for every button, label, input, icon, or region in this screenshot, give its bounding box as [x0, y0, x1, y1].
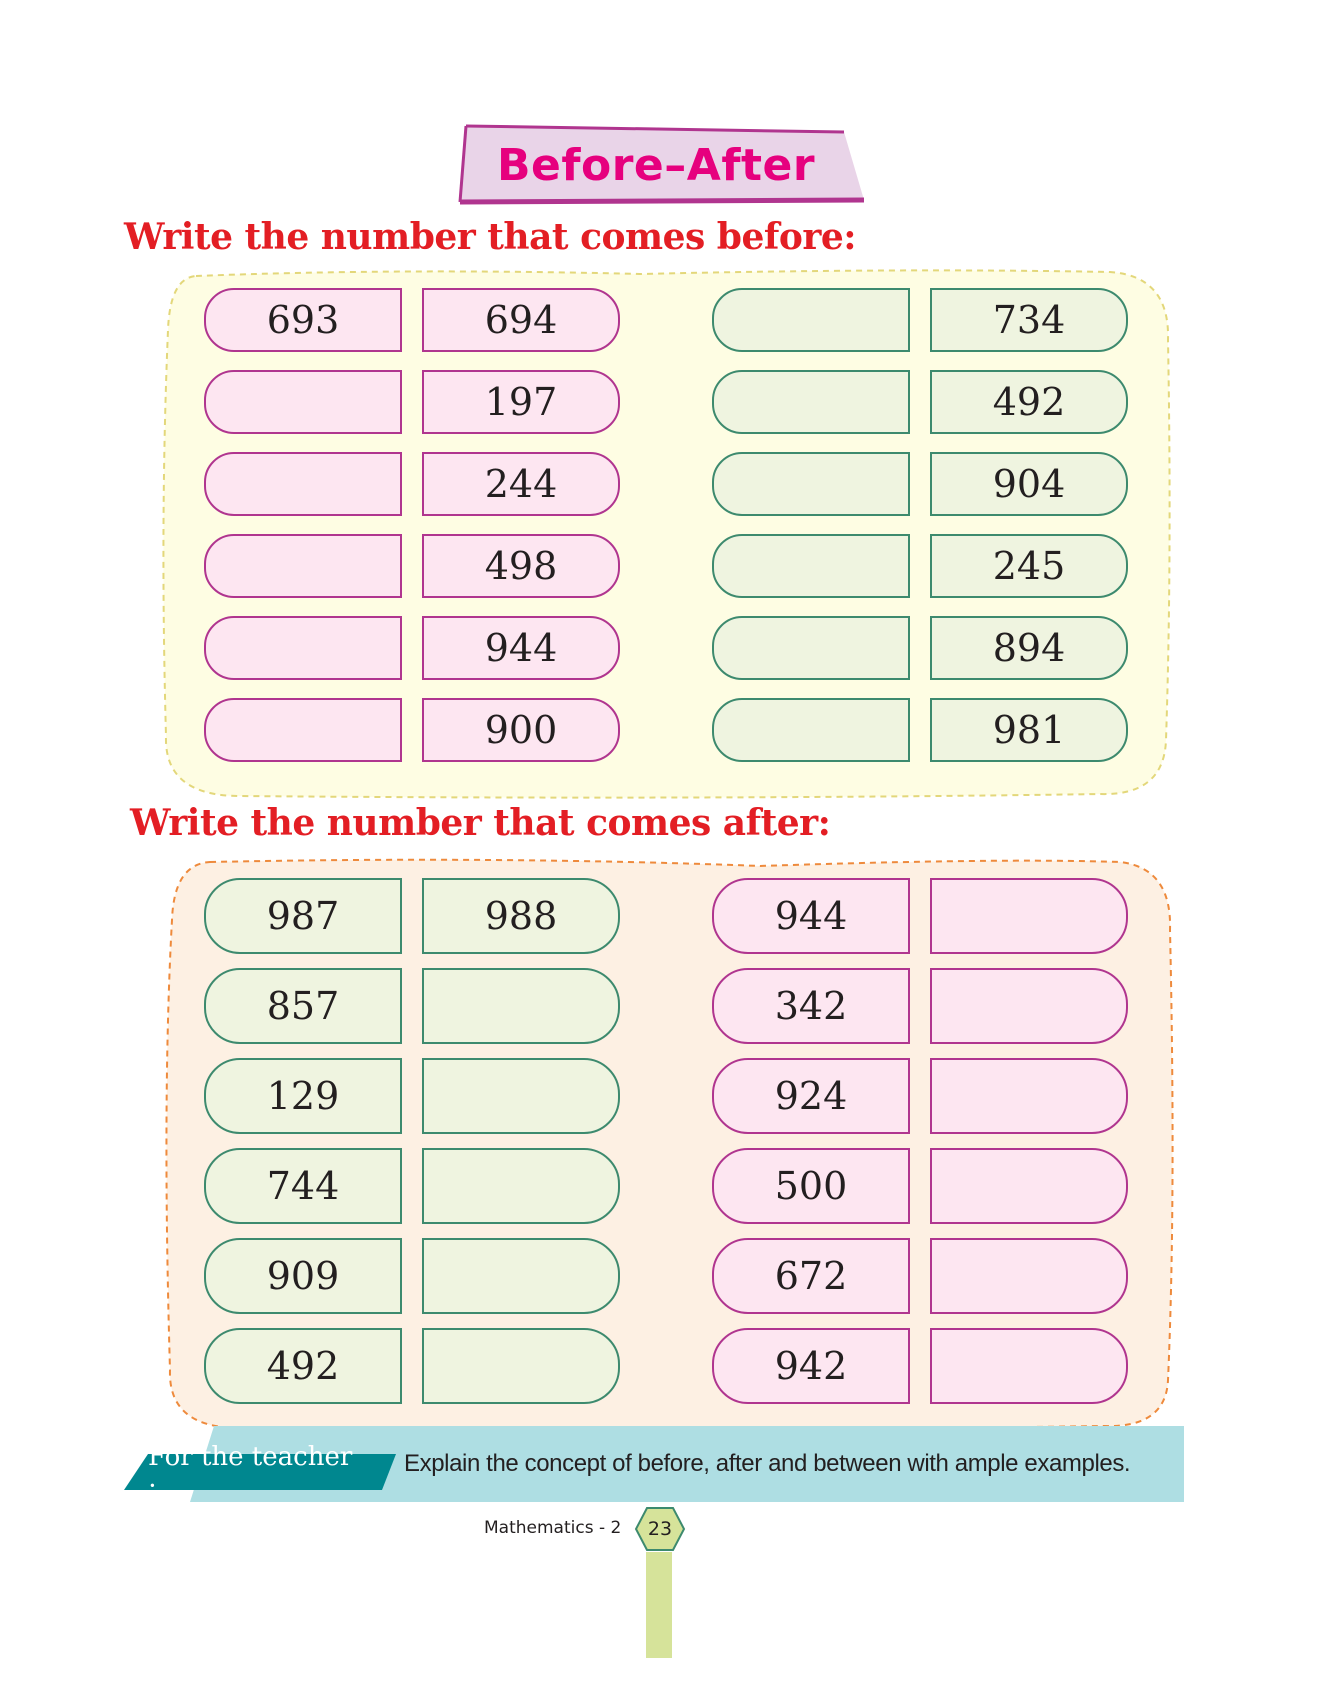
after-pair [204, 968, 620, 1044]
answer-cell[interactable]: 693 [204, 288, 402, 352]
number-cell: 944 [712, 878, 910, 954]
number-cell: 492 [930, 370, 1128, 434]
answer-cell[interactable] [422, 1328, 620, 1404]
number-cell: 498 [422, 534, 620, 598]
teacher-label: For the teacher : [148, 1442, 353, 1502]
number-cell: 694 [422, 288, 620, 352]
teacher-note-band [124, 1426, 1184, 1502]
page-tab-strip [646, 1552, 672, 1658]
page-number [634, 1506, 686, 1552]
after-pair [712, 968, 1128, 1044]
answer-cell[interactable] [930, 1328, 1128, 1404]
number-cell: 944 [422, 616, 620, 680]
number-cell: 900 [422, 698, 620, 762]
answer-cell[interactable] [422, 1238, 620, 1314]
number-cell: 987 [204, 878, 402, 954]
after-pair [204, 1328, 620, 1404]
answer-cell[interactable] [930, 1238, 1128, 1314]
after-pair [712, 1238, 1128, 1314]
number-cell: 942 [712, 1328, 910, 1404]
answer-cell[interactable] [930, 1058, 1128, 1134]
after-pair [204, 1148, 620, 1224]
answer-cell[interactable] [422, 1058, 620, 1134]
after-pair [712, 1328, 1128, 1404]
number-cell: 492 [204, 1328, 402, 1404]
teacher-note: Explain the concept of before, after and between with ample examples. [404, 1450, 1131, 1477]
answer-cell[interactable] [930, 1148, 1128, 1224]
number-cell: 197 [422, 370, 620, 434]
number-cell: 904 [930, 452, 1128, 516]
answer-cell[interactable] [422, 1148, 620, 1224]
number-cell: 894 [930, 616, 1128, 680]
after-pair [204, 878, 620, 954]
number-cell: 129 [204, 1058, 402, 1134]
answer-cell[interactable]: 988 [422, 878, 620, 954]
number-cell: 924 [712, 1058, 910, 1134]
number-cell: 672 [712, 1238, 910, 1314]
after-pair [712, 878, 1128, 954]
before-heading: Write the number that comes before: [124, 216, 857, 258]
number-cell: 244 [422, 452, 620, 516]
page-number-text: 23 [647, 1518, 673, 1540]
answer-cell[interactable] [422, 968, 620, 1044]
answer-cell[interactable] [930, 878, 1128, 954]
number-cell: 734 [930, 288, 1128, 352]
number-cell: 500 [712, 1148, 910, 1224]
after-pair [204, 1058, 620, 1134]
number-cell: 744 [204, 1148, 402, 1224]
number-cell: 981 [930, 698, 1128, 762]
number-cell: 245 [930, 534, 1128, 598]
after-pair [712, 1148, 1128, 1224]
answer-cell[interactable] [930, 968, 1128, 1044]
after-heading: Write the number that comes after: [130, 802, 831, 844]
page-title: Before–After [496, 139, 816, 191]
number-cell: 857 [204, 968, 402, 1044]
after-pair [204, 1238, 620, 1314]
number-cell: 342 [712, 968, 910, 1044]
footer-subject: Mathematics - 2 [484, 1518, 622, 1538]
number-cell: 909 [204, 1238, 402, 1314]
after-pair [712, 1058, 1128, 1134]
